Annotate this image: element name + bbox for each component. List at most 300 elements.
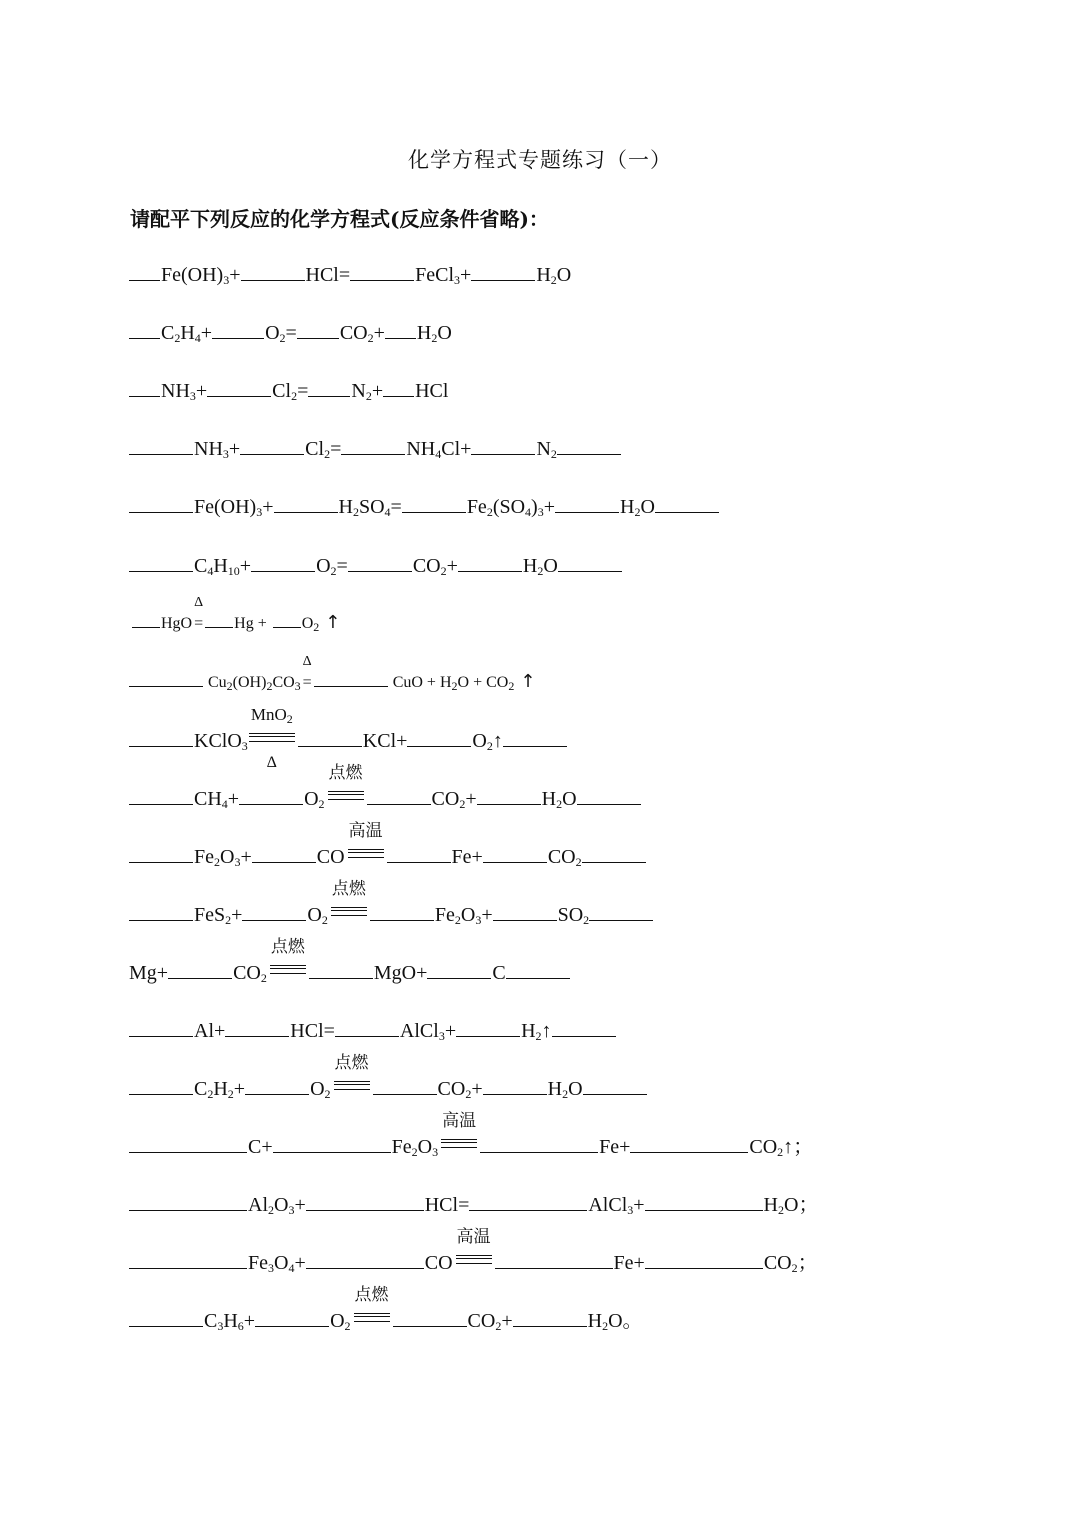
subscript: 2 bbox=[365, 389, 372, 403]
equation-16 bbox=[129, 1111, 814, 1159]
subscript: 2 bbox=[550, 273, 557, 287]
equation-10 bbox=[129, 763, 642, 811]
formula: Fe bbox=[248, 1252, 268, 1274]
blank[interactable] bbox=[245, 1076, 309, 1095]
subscript: 2 bbox=[495, 1319, 502, 1333]
subscript: 2 bbox=[226, 679, 233, 693]
formula: N bbox=[536, 438, 551, 460]
subscript: 2 bbox=[266, 679, 273, 693]
blank[interactable] bbox=[129, 262, 160, 281]
blank[interactable] bbox=[477, 786, 541, 805]
equation-5 bbox=[129, 494, 720, 519]
equation-6 bbox=[129, 553, 623, 578]
equals-sign bbox=[270, 965, 306, 974]
blank[interactable] bbox=[370, 902, 434, 921]
operator: + bbox=[228, 438, 241, 460]
formula: MgO+ bbox=[373, 962, 428, 984]
formula: CO bbox=[547, 846, 576, 868]
gas-arrow: ↑ bbox=[541, 1020, 552, 1042]
subscript: 2 bbox=[486, 505, 493, 519]
subscript: 2 bbox=[537, 564, 544, 578]
blank[interactable] bbox=[129, 378, 160, 397]
formula: Cl bbox=[305, 438, 325, 460]
subscript: 3 bbox=[454, 273, 461, 287]
high-temp-label: 高温 bbox=[442, 1111, 477, 1131]
formula: O bbox=[274, 1194, 289, 1216]
subscript: 3 bbox=[537, 505, 544, 519]
subscript: 2 bbox=[459, 797, 466, 811]
operator: + bbox=[501, 1310, 513, 1332]
subscript: 2 bbox=[207, 1087, 214, 1101]
subscript: 4 bbox=[384, 505, 391, 519]
formula: Cl bbox=[272, 380, 292, 402]
ignition-condition bbox=[334, 1053, 370, 1101]
blank[interactable] bbox=[129, 1192, 247, 1211]
equation-1 bbox=[129, 262, 571, 287]
blank[interactable] bbox=[168, 960, 232, 979]
blank[interactable] bbox=[350, 262, 414, 281]
equation-7 bbox=[132, 595, 341, 636]
blank[interactable] bbox=[240, 436, 304, 455]
subscript: 2 bbox=[352, 505, 359, 519]
equation-8 bbox=[129, 654, 536, 695]
blank[interactable] bbox=[456, 1018, 520, 1037]
formula: N bbox=[351, 380, 366, 402]
subscript: 3 bbox=[294, 679, 301, 693]
blank[interactable] bbox=[503, 728, 567, 747]
formula: O bbox=[562, 788, 577, 810]
formula: C bbox=[194, 1078, 208, 1100]
blank[interactable] bbox=[558, 553, 622, 572]
formula: O bbox=[274, 1252, 289, 1274]
equals-sign bbox=[249, 733, 295, 742]
subscript: 2 bbox=[602, 1319, 609, 1333]
equals-sign bbox=[348, 849, 384, 858]
blank[interactable] bbox=[129, 728, 193, 747]
formula: O bbox=[640, 496, 655, 518]
heat-condition bbox=[194, 595, 204, 636]
blank[interactable] bbox=[645, 1192, 763, 1211]
subscript: 3 bbox=[475, 913, 482, 927]
gas-arrow: ↑ bbox=[520, 671, 536, 692]
equals-sign: = bbox=[194, 615, 204, 632]
high-temp-condition bbox=[441, 1111, 477, 1159]
subscript: 4 bbox=[288, 1261, 295, 1275]
operator: + bbox=[240, 846, 252, 868]
formula: Al+ bbox=[194, 1020, 226, 1042]
blank[interactable] bbox=[255, 1308, 329, 1327]
ignition-condition bbox=[354, 1285, 390, 1333]
equation-3 bbox=[129, 378, 448, 403]
operator: + bbox=[373, 322, 385, 344]
subscript: 2 bbox=[324, 447, 331, 461]
formula: O bbox=[316, 555, 331, 577]
blank[interactable] bbox=[239, 786, 303, 805]
formula: Fe bbox=[391, 1136, 412, 1158]
operator: + bbox=[239, 555, 252, 577]
formula: O bbox=[437, 322, 452, 344]
operator: + bbox=[465, 788, 477, 810]
blank[interactable] bbox=[427, 960, 491, 979]
formula: O bbox=[304, 788, 319, 810]
subscript: 2 bbox=[225, 913, 232, 927]
blank[interactable] bbox=[506, 960, 570, 979]
operator: = bbox=[297, 380, 309, 402]
blank[interactable] bbox=[129, 1250, 247, 1269]
subscript: 2 bbox=[321, 913, 328, 927]
subscript: 3 bbox=[268, 1261, 274, 1275]
formula: HCl bbox=[415, 380, 449, 402]
high-temp-label: 高温 bbox=[456, 1227, 491, 1247]
formula: SO bbox=[557, 904, 584, 926]
equals-sign bbox=[441, 1139, 477, 1148]
subscript: 4 bbox=[207, 564, 214, 578]
operator: = bbox=[285, 322, 297, 344]
blank[interactable] bbox=[212, 320, 264, 339]
subscript: 2 bbox=[451, 679, 458, 693]
catalyst-label bbox=[249, 703, 295, 727]
subscript: 3 bbox=[217, 1319, 224, 1333]
subscript: 2 bbox=[791, 1261, 798, 1275]
formula: H bbox=[213, 555, 228, 577]
blank[interactable] bbox=[298, 728, 362, 747]
equation-18 bbox=[129, 1227, 818, 1275]
blank[interactable] bbox=[207, 378, 271, 397]
blank[interactable] bbox=[129, 1308, 203, 1327]
formula: O bbox=[265, 322, 280, 344]
subscript: 2 bbox=[575, 855, 582, 869]
subscript: 4 bbox=[525, 505, 532, 519]
subscript: 3 bbox=[241, 739, 248, 753]
formula: Fe(OH) bbox=[194, 496, 257, 518]
blank[interactable] bbox=[309, 960, 373, 979]
ignition-label: 点燃 bbox=[270, 937, 305, 957]
operator: + bbox=[262, 496, 274, 518]
blank[interactable] bbox=[205, 609, 233, 628]
equation-2 bbox=[129, 320, 452, 345]
formula: HCl= bbox=[424, 1194, 470, 1216]
formula: O + CO bbox=[457, 674, 509, 691]
ignition-condition bbox=[331, 879, 367, 927]
equation-17 bbox=[129, 1192, 818, 1217]
subscript: 2 bbox=[286, 712, 293, 726]
subscript: 4 bbox=[221, 797, 228, 811]
blank[interactable] bbox=[471, 262, 535, 281]
subscript: 2 bbox=[486, 739, 493, 753]
formula: AlCl bbox=[588, 1194, 628, 1216]
operator: + bbox=[471, 1078, 483, 1100]
blank[interactable] bbox=[129, 786, 193, 805]
formula: H bbox=[547, 1078, 563, 1100]
formula: O bbox=[330, 1310, 345, 1332]
blank[interactable] bbox=[407, 728, 471, 747]
formula: Fe bbox=[194, 846, 214, 868]
blank[interactable] bbox=[367, 786, 431, 805]
blank[interactable] bbox=[393, 1308, 467, 1327]
operator: + bbox=[633, 1194, 645, 1216]
blank[interactable] bbox=[335, 1018, 399, 1037]
blank[interactable] bbox=[513, 1308, 587, 1327]
subscript: 2 bbox=[174, 331, 181, 345]
formula: H bbox=[522, 555, 538, 577]
formula: O bbox=[301, 615, 314, 632]
formula: Fe+ bbox=[613, 1252, 645, 1274]
operator: + bbox=[294, 1252, 306, 1274]
blank[interactable] bbox=[471, 436, 535, 455]
formula: O bbox=[568, 1078, 583, 1100]
formula: H bbox=[536, 264, 551, 286]
blank[interactable] bbox=[129, 902, 193, 921]
blank[interactable] bbox=[483, 844, 547, 863]
blank[interactable] bbox=[129, 1134, 247, 1153]
formula: Cl+ bbox=[441, 438, 472, 460]
formula: Fe(OH) bbox=[161, 264, 224, 286]
subscript: 2 bbox=[279, 331, 286, 345]
blank[interactable] bbox=[458, 553, 522, 572]
subscript: 2 bbox=[431, 331, 438, 345]
formula: AlCl bbox=[399, 1020, 439, 1042]
blank[interactable] bbox=[552, 1018, 616, 1037]
subscript: 3 bbox=[432, 1145, 439, 1159]
formula: O。 bbox=[608, 1310, 643, 1332]
equation-19 bbox=[129, 1285, 643, 1333]
equals-sign bbox=[456, 1255, 492, 1264]
blank[interactable] bbox=[577, 786, 641, 805]
formula: Mg+ bbox=[129, 962, 169, 984]
blank[interactable] bbox=[645, 1250, 763, 1269]
formula: HgO bbox=[161, 615, 193, 632]
blank[interactable] bbox=[251, 553, 315, 572]
formula: Fe bbox=[466, 496, 487, 518]
gas-arrow: ↑； bbox=[783, 1136, 814, 1158]
blank[interactable] bbox=[387, 844, 451, 863]
blank[interactable] bbox=[402, 494, 466, 513]
formula: KCl+ bbox=[362, 730, 408, 752]
blank[interactable] bbox=[297, 320, 339, 339]
operator: = bbox=[390, 496, 402, 518]
blank[interactable] bbox=[241, 262, 305, 281]
equation-13 bbox=[129, 937, 571, 985]
formula: (SO bbox=[492, 496, 526, 518]
formula: O bbox=[556, 264, 572, 286]
operator: + bbox=[294, 1194, 306, 1216]
subscript: 2 bbox=[550, 447, 557, 461]
blank[interactable] bbox=[308, 378, 350, 397]
blank[interactable] bbox=[583, 1076, 647, 1095]
formula: CO bbox=[424, 1252, 453, 1274]
subscript: 2 bbox=[227, 1087, 234, 1101]
formula: KClO bbox=[194, 730, 242, 752]
operator: + bbox=[371, 380, 384, 402]
formula: Fe bbox=[434, 904, 455, 926]
gas-arrow: ↑ bbox=[325, 612, 341, 633]
blank[interactable] bbox=[129, 668, 203, 687]
formula: NH bbox=[161, 380, 190, 402]
blank[interactable] bbox=[348, 553, 412, 572]
subscript: 2 bbox=[214, 855, 220, 869]
blank[interactable] bbox=[383, 378, 414, 397]
formula: H bbox=[338, 496, 353, 518]
blank[interactable] bbox=[373, 1076, 437, 1095]
formula: C bbox=[194, 555, 208, 577]
formula: CO bbox=[412, 555, 441, 577]
blank[interactable] bbox=[306, 1250, 424, 1269]
equals-sign bbox=[331, 907, 367, 916]
gas-arrow: ↑ bbox=[492, 730, 503, 752]
blank[interactable] bbox=[385, 320, 416, 339]
blank[interactable] bbox=[306, 1192, 424, 1211]
equals-sign: = bbox=[302, 674, 312, 691]
equals-sign bbox=[328, 791, 364, 800]
formula: NH bbox=[406, 438, 436, 460]
blank[interactable] bbox=[589, 902, 653, 921]
blank[interactable] bbox=[495, 1250, 613, 1269]
subscript: 2 bbox=[291, 389, 298, 403]
subscript: 2 bbox=[313, 620, 320, 634]
operator: + bbox=[243, 1310, 256, 1332]
blank[interactable] bbox=[242, 902, 306, 921]
subscript: 2 bbox=[777, 1145, 784, 1159]
formula: HCl= bbox=[290, 1020, 335, 1042]
subscript: 2 bbox=[367, 331, 374, 345]
formula: ) bbox=[531, 496, 538, 518]
delta-symbol: Δ bbox=[302, 654, 312, 669]
blank[interactable] bbox=[273, 609, 301, 628]
formula: H bbox=[620, 496, 635, 518]
formula: CO bbox=[316, 846, 345, 868]
formula: CH bbox=[194, 788, 222, 810]
equation-4 bbox=[129, 436, 622, 461]
blank[interactable] bbox=[469, 1192, 587, 1211]
blank[interactable] bbox=[129, 844, 193, 863]
blank[interactable] bbox=[129, 553, 193, 572]
formula: CuO + H bbox=[392, 674, 452, 691]
subscript: 2 bbox=[465, 1087, 472, 1101]
subscript: 3 bbox=[222, 447, 229, 461]
blank[interactable] bbox=[129, 436, 193, 455]
subscript: 2 bbox=[778, 1203, 784, 1217]
subscript: 4 bbox=[194, 331, 201, 345]
formula: H bbox=[763, 1194, 778, 1216]
formula: O bbox=[472, 730, 487, 752]
formula: O； bbox=[784, 1194, 819, 1216]
ignition-label: 点燃 bbox=[334, 1053, 369, 1073]
operator: + bbox=[233, 1078, 246, 1100]
formula: C bbox=[161, 322, 175, 344]
high-temp-label: 高温 bbox=[348, 821, 383, 841]
formula: Hg + bbox=[234, 615, 267, 632]
ignition-condition bbox=[270, 937, 306, 985]
subscript: 2 bbox=[440, 564, 447, 578]
subscript: 2 bbox=[324, 1087, 331, 1101]
formula: (OH) bbox=[232, 674, 267, 691]
equals-sign bbox=[354, 1313, 390, 1322]
blank[interactable] bbox=[314, 668, 388, 687]
formula: CO bbox=[437, 1078, 466, 1100]
blank[interactable] bbox=[129, 1018, 193, 1037]
formula: CO bbox=[233, 962, 261, 984]
blank[interactable] bbox=[341, 436, 405, 455]
equation-9 bbox=[129, 705, 568, 771]
blank[interactable] bbox=[273, 1134, 391, 1153]
ignition-label: 点燃 bbox=[354, 1285, 389, 1305]
ignition-condition bbox=[328, 763, 364, 811]
equation-11 bbox=[129, 821, 647, 869]
formula: O bbox=[220, 846, 235, 868]
operator: + bbox=[200, 322, 213, 344]
blank[interactable] bbox=[129, 320, 160, 339]
subscript: 4 bbox=[435, 447, 442, 461]
blank[interactable] bbox=[480, 1134, 598, 1153]
formula: O bbox=[310, 1078, 325, 1100]
formula: O bbox=[460, 904, 476, 926]
blank[interactable] bbox=[129, 1076, 193, 1095]
equation-12 bbox=[129, 879, 654, 927]
blank[interactable] bbox=[129, 494, 193, 513]
blank[interactable] bbox=[274, 494, 338, 513]
formula: CO bbox=[749, 1136, 778, 1158]
formula: O bbox=[307, 904, 322, 926]
blank[interactable] bbox=[132, 609, 160, 628]
delta-symbol: Δ bbox=[266, 754, 277, 771]
formula: O bbox=[417, 1136, 433, 1158]
operator: = bbox=[336, 555, 348, 577]
subscript: 2 bbox=[344, 1319, 351, 1333]
instruction: 请配平下列反应的化学方程式(反应条件省略)： bbox=[130, 207, 549, 231]
formula: C+ bbox=[248, 1136, 273, 1158]
formula: NH bbox=[194, 438, 223, 460]
formula: O bbox=[543, 555, 558, 577]
formula: H bbox=[541, 788, 557, 810]
formula: SO bbox=[358, 496, 385, 518]
formula: C bbox=[204, 1310, 218, 1332]
subscript: 2 bbox=[556, 797, 563, 811]
formula: CO bbox=[431, 788, 460, 810]
operator: + bbox=[444, 1020, 457, 1042]
blank[interactable] bbox=[555, 494, 619, 513]
formula: H bbox=[223, 1310, 238, 1332]
formula: H bbox=[587, 1310, 603, 1332]
formula: FeS bbox=[194, 904, 226, 926]
subscript: 2 bbox=[318, 797, 325, 811]
blank[interactable] bbox=[630, 1134, 748, 1153]
blank[interactable] bbox=[582, 844, 646, 863]
subscript: 10 bbox=[227, 564, 240, 578]
blank[interactable] bbox=[252, 844, 316, 863]
subscript: 3 bbox=[438, 1029, 445, 1043]
blank[interactable] bbox=[483, 1076, 547, 1095]
ignition-label: 点燃 bbox=[331, 879, 366, 899]
blank[interactable] bbox=[493, 902, 557, 921]
operator: + bbox=[229, 264, 241, 286]
formula: Fe+ bbox=[599, 1136, 631, 1158]
operator: = bbox=[330, 438, 342, 460]
operator: + bbox=[446, 555, 458, 577]
formula: Cu bbox=[208, 674, 227, 691]
formula: CO bbox=[467, 1310, 496, 1332]
formula: CO bbox=[763, 1252, 792, 1274]
blank[interactable] bbox=[225, 1018, 289, 1037]
formula: Fe+ bbox=[451, 846, 483, 868]
blank[interactable] bbox=[655, 494, 719, 513]
subscript: 2 bbox=[535, 1029, 542, 1043]
subscript: 2 bbox=[634, 505, 641, 519]
operator: + bbox=[227, 788, 240, 810]
page-title: 化学方程式专题练习（一） bbox=[408, 148, 672, 172]
blank[interactable] bbox=[557, 436, 621, 455]
formula: H bbox=[416, 322, 432, 344]
operator: + bbox=[460, 264, 472, 286]
